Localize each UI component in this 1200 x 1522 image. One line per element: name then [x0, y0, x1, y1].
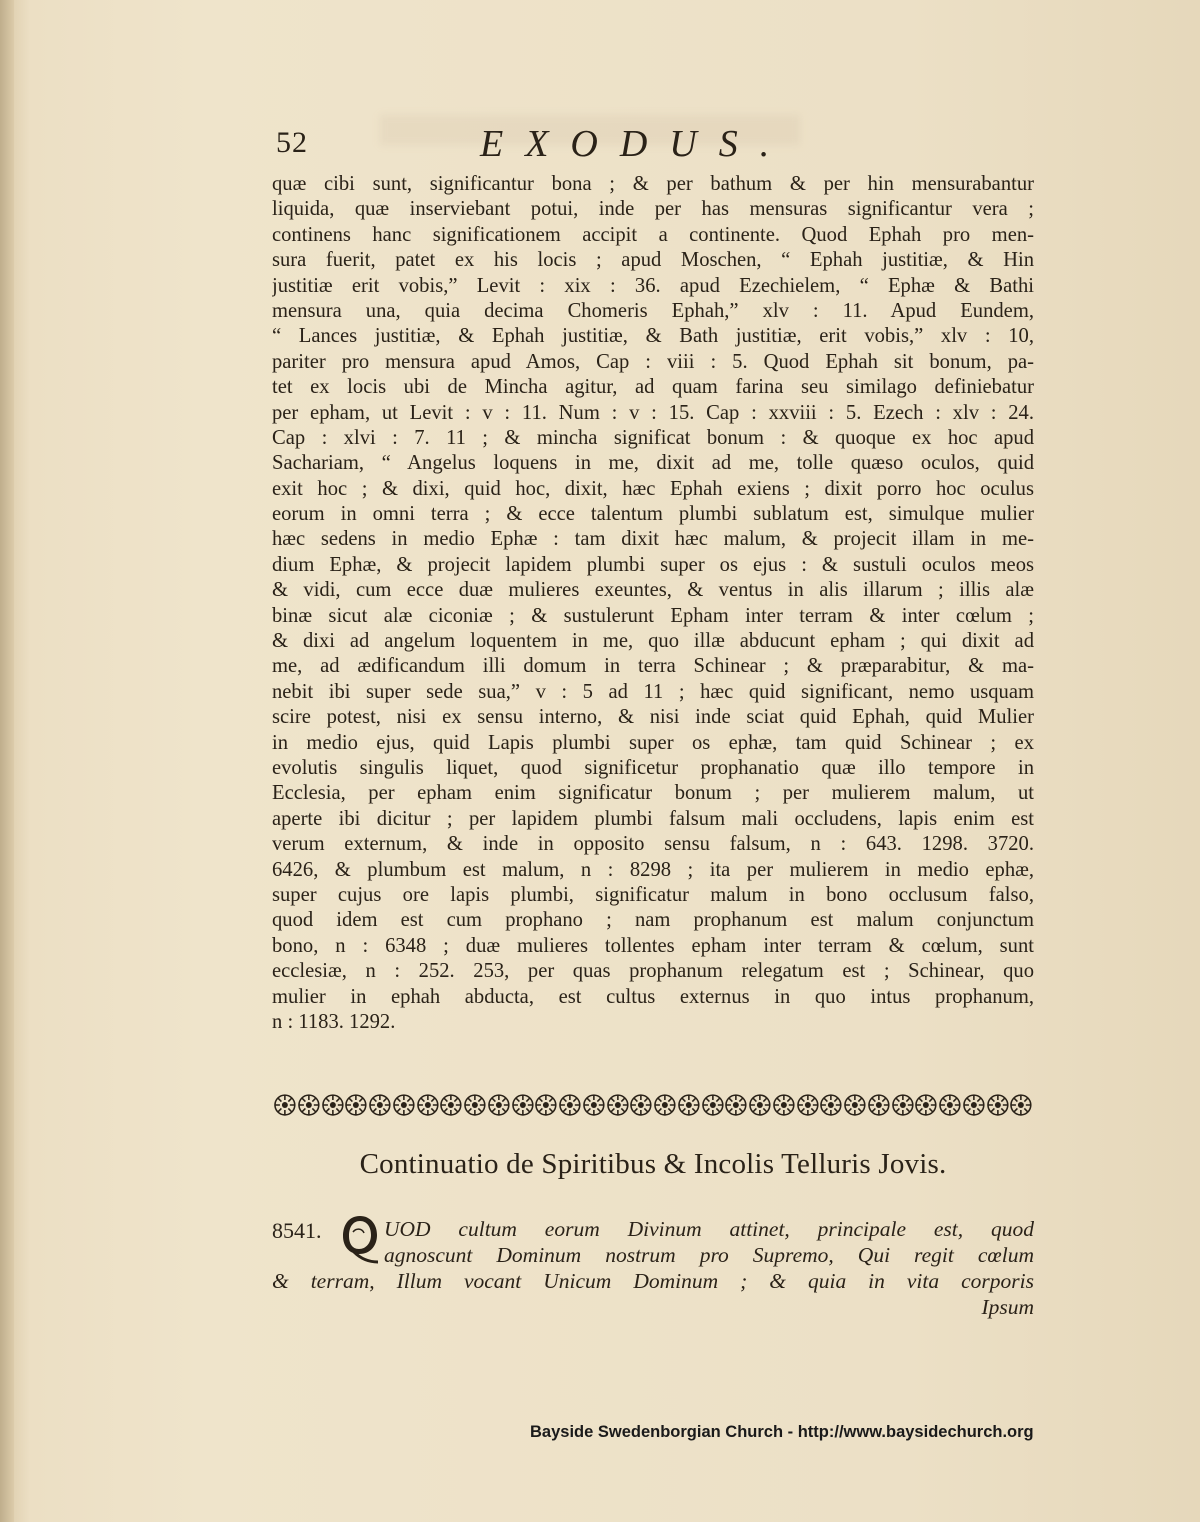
body-line: Sachariam, “ Angelus loquens in me, dixit ad me, tolle quæso oculos, quid: [272, 452, 1034, 475]
ornament-flower-icon: [463, 1093, 487, 1117]
body-line: me, ad ædificandum illi domum in terra Schinear ; & præparabitur, & ma-: [272, 655, 1034, 678]
paragraph-line: UOD cultum eorum Divinum attinet, principale est, quod: [384, 1217, 1034, 1241]
ornament-flower-icon: [819, 1093, 843, 1117]
body-line: super cujus ore lapis plumbi, significatur malum in bono occlusum falso,: [272, 883, 1034, 906]
body-line: continens hanc significationem accipit a continente. Quod Ephah pro men-: [272, 223, 1034, 246]
ornament-flower-icon: [724, 1093, 748, 1117]
body-line: tet ex locis ubi de Mincha agitur, ad quam farina seu similago definiebatur: [272, 376, 1034, 399]
ornament-flower-icon: [867, 1093, 891, 1117]
body-line: ecclesiæ, n : 252. 253, per quas prophanum relegatum est ; Schinear, quo: [272, 960, 1034, 983]
body-line: mensura una, quia decima Chomeris Ephah,” xlv : 11. Apud Eundem,: [272, 299, 1034, 322]
ornament-flower-icon: [748, 1093, 772, 1117]
ornament-flower-icon: [368, 1093, 392, 1117]
body-line: aperte ibi dicitur ; per lapidem plumbi falsum mali occludens, lapis enim est: [272, 807, 1034, 830]
ornament-flower-icon: [487, 1093, 511, 1117]
ornament-flower-icon: [273, 1093, 297, 1117]
body-line: in medio ejus, quid Lapis plumbi super os ephæ, tam quid Schinear ; ex: [272, 731, 1034, 754]
body-line: mulier in ephah abducta, est cultus externus in quo intus prophanum,: [272, 985, 1034, 1008]
ornament-flower-icon: [416, 1093, 440, 1117]
paragraph-number: 8541.: [272, 1218, 322, 1243]
ornament-flower-icon: [677, 1093, 701, 1117]
body-line: pariter pro mensura apud Amos, Cap : viii : 5. Quod Ephah sit bonum, pa-: [272, 350, 1034, 373]
body-line: Ecclesia, per epham enim significatur bonum ; per mulierem malum, ut: [272, 782, 1034, 805]
ornament-flower-icon: [297, 1093, 321, 1117]
section-heading: Continuatio de Spiritibus & Incolis Telluris Jovis.: [359, 1148, 947, 1180]
ornament-flower-icon: [511, 1093, 535, 1117]
ornament-flower-icon: [392, 1093, 416, 1117]
body-line: dium Ephæ, & projecit lapidem plumbi super os ejus : & sustuli oculos meos: [272, 553, 1034, 576]
body-line: quod idem est cum prophano ; nam prophanum est malum conjunctum: [272, 909, 1034, 932]
ornament-flower-icon: [653, 1093, 677, 1117]
ornament-flower-icon: [439, 1093, 463, 1117]
body-line: bono, n : 6348 ; duæ mulieres tollentes epham inter terram & cœlum, sunt: [272, 934, 1034, 957]
body-text: [272, 172, 1034, 1035]
ornament-flower-icon: [1009, 1093, 1033, 1117]
body-line: nebit ibi super sede sua,” v : 5 ad 11 ; hæc quid significant, nemo usquam: [272, 680, 1034, 703]
running-title: EXODUS.: [480, 123, 792, 165]
body-line: eorum in omni terra ; & ecce talentum plumbi sublatum est, simulque mulier: [272, 503, 1034, 526]
body-line: scire potest, nisi ex sensu interno, & nisi inde sciat quid Ephah, quid Mulier: [272, 706, 1034, 729]
body-line: binæ sicut alæ ciconiæ ; & sustulerunt Epham inter terram & inter cœlum ;: [272, 604, 1034, 627]
body-line: n : 1183. 1292.: [272, 1010, 396, 1033]
body-line: quæ cibi sunt, significantur bona ; & per bathum & per hin mensurabantur: [272, 173, 1034, 195]
ornament-flower-icon: [986, 1093, 1010, 1117]
body-line: liquida, quæ inserviebant potui, inde per has mensuras significantur vera ;: [272, 198, 1034, 221]
ornament-flower-icon: [843, 1093, 867, 1117]
ornament-flower-icon: [938, 1093, 962, 1117]
body-line: & dixi ad angelum loquentem in me, quo illæ abducunt epham ; qui dixit ad: [272, 630, 1034, 653]
page-header: [272, 118, 1032, 170]
body-line: hæc sedens in medio Ephæ : tam dixit hæc malum, & projecit illam in me-: [272, 528, 1034, 551]
footer-credit: Bayside Swedenborgian Church - http://www.baysidechurch.org: [530, 1423, 1034, 1441]
ornament-flower-icon: [891, 1093, 915, 1117]
ornament-flower-icon: [558, 1093, 582, 1117]
numbered-paragraph: [272, 1216, 1034, 1320]
body-line: & vidi, cum ecce duæ mulieres exeuntes, & ventus in alis illarum ; illis alæ: [272, 579, 1034, 602]
page-gutter-shadow: [0, 0, 14, 1522]
ornament-flower-icon: [701, 1093, 725, 1117]
ornament-flower-icon: [606, 1093, 630, 1117]
ornament-flower-icon: [344, 1093, 368, 1117]
paragraph-line-catchword: Ipsum: [981, 1295, 1034, 1319]
ornament-flower-icon: [321, 1093, 345, 1117]
body-line: “ Lances justitiæ, & Ephah justitiæ, & Bath justitiæ, erit vobis,” xlv : 10,: [272, 325, 1034, 348]
ornament-flower-icon: [962, 1093, 986, 1117]
body-line: sura fuerit, patet ex his locis ; apud Moschen, “ Ephah justitiæ, & Hin: [272, 249, 1034, 272]
ornament-flower-icon: [582, 1093, 606, 1117]
ornament-flower-icon: [772, 1093, 796, 1117]
ornament-flower-icon: [629, 1093, 653, 1117]
page-number: 52: [276, 126, 308, 159]
body-line: evolutis singulis liquet, quod significetur prophanatio quæ illo tempore in: [272, 756, 1034, 779]
body-line: verum externum, & inde in opposito sensu falsum, n : 643. 1298. 3720.: [272, 833, 1034, 856]
body-line: 6426, & plumbum est malum, n : 8298 ; ita per mulierem in medio ephæ,: [272, 858, 1034, 881]
body-line: exit hoc ; & dixi, quid hoc, dixit, hæc Ephah exiens ; dixit porro hoc oculus: [272, 477, 1034, 500]
ornament-divider: [273, 1088, 1033, 1122]
ornament-flower-icon: [534, 1093, 558, 1117]
paragraph-line: & terram, Illum vocant Unicum Dominum ; & quia in vita corporis: [272, 1269, 1034, 1293]
ornament-flower-icon: [914, 1093, 938, 1117]
body-line: Cap : xlvi : 7. 11 ; & mincha significat bonum : & quoque ex hoc apud: [272, 426, 1034, 449]
body-line: justitiæ erit vobis,” Levit : xix : 36. apud Ezechielem, “ Ephæ & Bathi: [272, 274, 1034, 297]
paragraph-line: agnoscunt Dominum nostrum pro Supremo, Qui regit cœlum: [384, 1243, 1034, 1267]
ornament-flower-icon: [796, 1093, 820, 1117]
body-line: per epham, ut Levit : v : 11. Num : v : 15. Cap : xxviii : 5. Ezech : xlv : 24.: [272, 401, 1034, 424]
